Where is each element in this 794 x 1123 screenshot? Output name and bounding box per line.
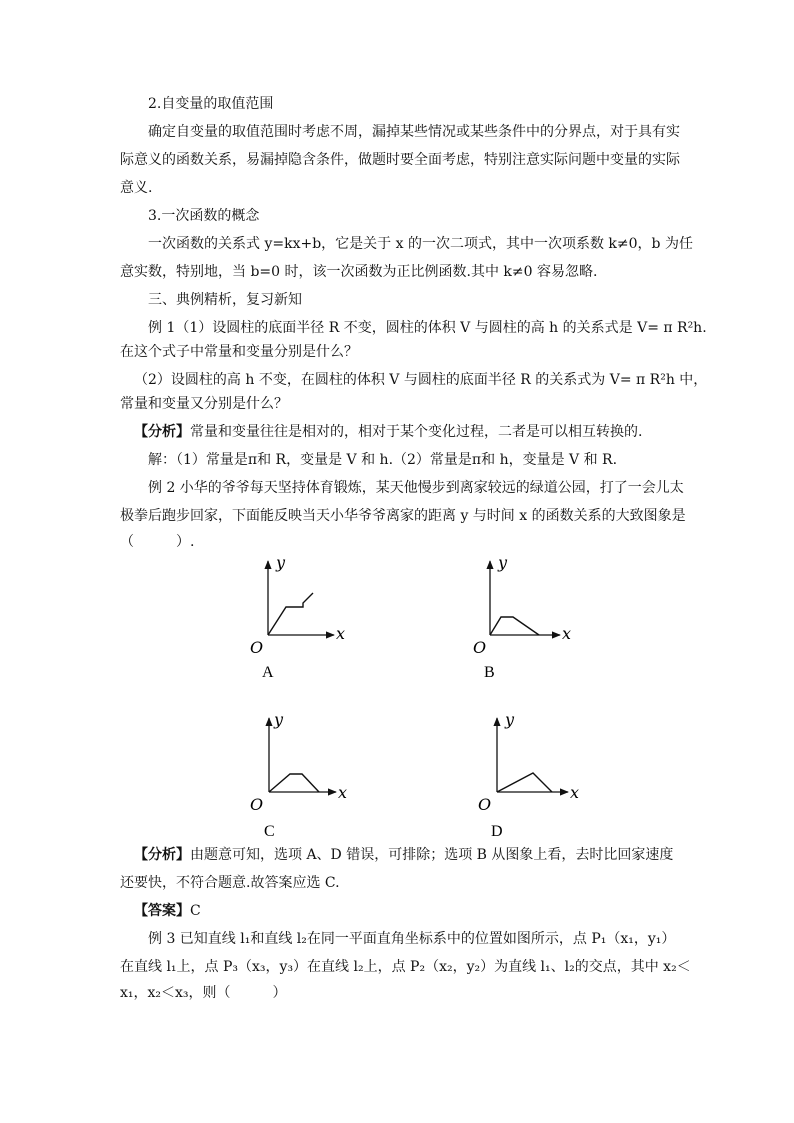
section3-body-line2: 意实数，特别地，当 b=0 时，该一次函数为正比例函数.其中 k≠0 容易忽略.	[120, 264, 598, 280]
x-axis-label: x	[338, 783, 348, 802]
graph-d-curve	[497, 773, 552, 792]
graph-b-curve	[490, 617, 539, 635]
graph-option-a	[240, 555, 380, 680]
origin-label: O	[473, 638, 487, 657]
x-axis-label: x	[562, 624, 572, 643]
section2-body-line3: 意义.	[120, 180, 153, 196]
graph-option-c	[240, 710, 380, 840]
graph-c-curve	[269, 774, 319, 792]
example2-answer	[134, 901, 201, 921]
graph-d-svg	[470, 710, 610, 840]
graph-a-curve	[268, 593, 313, 635]
analysis-tag: 【分析】	[134, 424, 190, 440]
example1-question1-line2: 在这个式子中常量和变量分别是什么？	[120, 344, 358, 360]
graph-c-svg	[240, 710, 380, 840]
origin-label: O	[250, 795, 264, 814]
x-axis-label: x	[570, 783, 580, 802]
example3-question-line2: 在直线 l₁上，点 P₃（x₃，y₃）在直线 l₂上，点 P₂（x₂，y₂）为直线 l₁、l₂的交点，其中 x₂＜	[120, 959, 691, 975]
graph-caption: B	[484, 664, 495, 681]
example2-analysis-line2: 还要快，不符合题意.故答案应选 C.	[120, 875, 340, 891]
origin-label: O	[250, 638, 264, 657]
analysis-tag: 【分析】	[134, 847, 190, 863]
answer-tag: 【答案】	[134, 903, 190, 919]
example2-analysis-line1	[134, 845, 673, 865]
y-axis-label: y	[276, 553, 286, 572]
example3-question-line3: x₁，x₂＜x₃，则（ ）	[120, 985, 287, 1001]
analysis-text: 由题意可知，选项 A、D 错误，可排除；选项 B 从图象上看，去时比回家速度	[190, 847, 674, 863]
graph-caption: C	[264, 823, 275, 840]
example2-question-line2: 极拳后跑步回家，下面能反映当天小华爷爷离家的距离 y 与时间 x 的函数关系的大致图象是	[120, 508, 686, 524]
section2-heading: 2.自变量的取值范围	[148, 96, 274, 112]
y-axis-label: y	[498, 553, 508, 572]
example1-question2-line1: （2）设圆柱的高 h 不变，在圆柱的体积 V 与圆柱的底面半径 R 的关系式为 V= π R²h 中，	[134, 372, 708, 388]
y-axis-label: y	[274, 710, 284, 729]
section3-body-line1: 一次函数的关系式 y=kx+b，它是关于 x 的一次二项式，其中一次项系数 k≠0，b 为任	[148, 236, 693, 252]
graph-option-b	[465, 555, 605, 680]
graph-caption: D	[491, 823, 503, 840]
origin-label: O	[478, 795, 492, 814]
y-axis-label: y	[505, 710, 515, 729]
example2-question-line3: （ ）.	[120, 534, 195, 550]
section2-body-line2: 际意义的函数关系，易漏掉隐含条件，做题时要全面考虑，特别注意实际问题中变量的实际	[120, 152, 680, 168]
graph-a-svg	[240, 555, 380, 680]
example1-question1-line1: 例 1（1）设圆柱的底面半径 R 不变，圆柱的体积 V 与圆柱的高 h 的关系式是 V= π R²h.	[148, 320, 707, 336]
section2-body-line1: 确定自变量的取值范围时考虑不周，漏掉某些情况或某些条件中的分界点，对于具有实	[148, 124, 680, 140]
part3-heading: 三、典例精析，复习新知	[148, 292, 302, 308]
section3-heading: 3.一次函数的概念	[148, 208, 260, 224]
example1-question2-line2: 常量和变量又分别是什么？	[120, 396, 288, 412]
graph-b-svg	[465, 555, 605, 680]
example1-analysis	[134, 422, 642, 442]
example3-question-line1: 例 3 已知直线 l₁和直线 l₂在同一平面直角坐标系中的位置如图所示，点 P₁（x₁，y₁）	[148, 931, 676, 947]
x-axis-label: x	[336, 624, 346, 643]
analysis-text: 常量和变量往往是相对的，相对于某个变化过程，二者是可以相互转换的.	[190, 424, 643, 440]
example2-question-line1: 例 2 小华的爷爷每天坚持体育锻炼，某天他慢步到离家较远的绿道公园，打了一会儿太	[148, 480, 684, 496]
answer-value: C	[190, 903, 201, 919]
graph-option-d	[470, 710, 610, 840]
example1-solution: 解：（1）常量是π和 R，变量是 V 和 h.（2）常量是π和 h，变量是 V 和 R.	[148, 452, 618, 468]
graph-caption: A	[262, 664, 274, 681]
